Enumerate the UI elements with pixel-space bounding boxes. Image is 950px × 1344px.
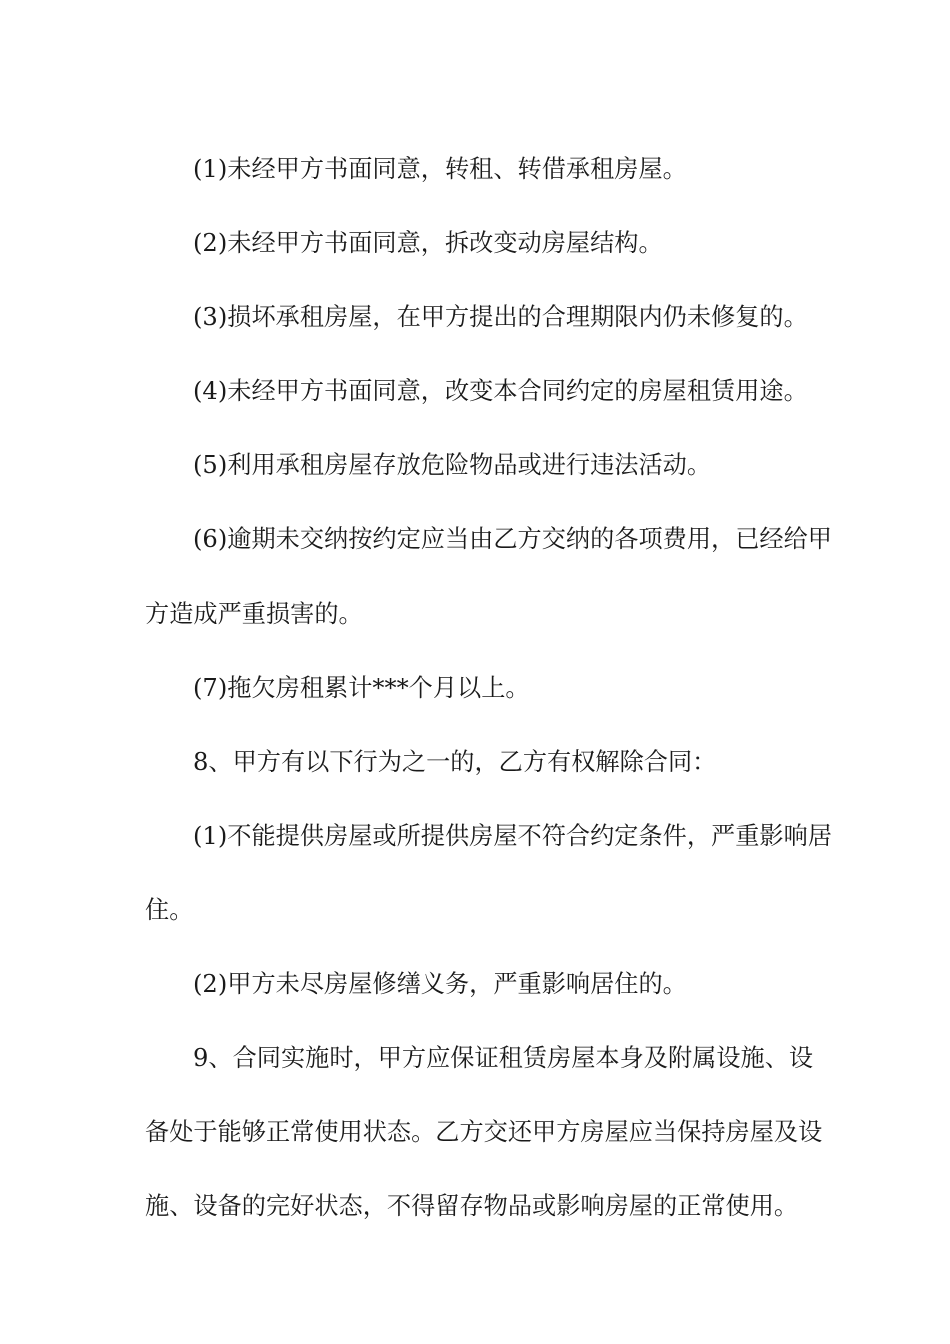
clause-paragraph: (4)未经甲方书面同意，改变本合同约定的房屋租赁用途。 (193, 377, 808, 406)
clause-paragraph: (7)拖欠房租累计***个月以上。 (193, 673, 530, 702)
clause-paragraph: (1)不能提供房屋或所提供房屋不符合约定条件，严重影响居住。 (145, 821, 832, 924)
clause-paragraph: (5)利用承租房屋存放危险物品或进行违法活动。 (193, 451, 712, 480)
clause-paragraph: (2)甲方未尽房屋修缮义务，严重影响居住的。 (193, 970, 687, 999)
clause-paragraph: (6)逾期未交纳按约定应当由乙方交纳的各项费用，已经给甲方造成严重损害的。 (145, 525, 832, 628)
clause-paragraph: (3)损坏承租房屋，在甲方提出的合理期限内仍未修复的。 (193, 303, 808, 332)
clause-paragraph: (2)未经甲方书面同意，拆改变动房屋结构。 (193, 229, 663, 258)
clause-paragraph: (1)未经甲方书面同意，转租、转借承租房屋。 (193, 155, 687, 183)
clause-paragraph: 8、甲方有以下行为之一的，乙方有权解除合同： (193, 747, 717, 776)
clause-paragraph: 9、合同实施时，甲方应保证租赁房屋本身及附属设施、设备处于能够正常使用状态。乙方交还甲方房屋应当保持房屋及设施、设备的完好状态，不得留存物品或影响房屋的正常使用。 (145, 1044, 823, 1221)
contract-text-body (145, 132, 835, 1243)
